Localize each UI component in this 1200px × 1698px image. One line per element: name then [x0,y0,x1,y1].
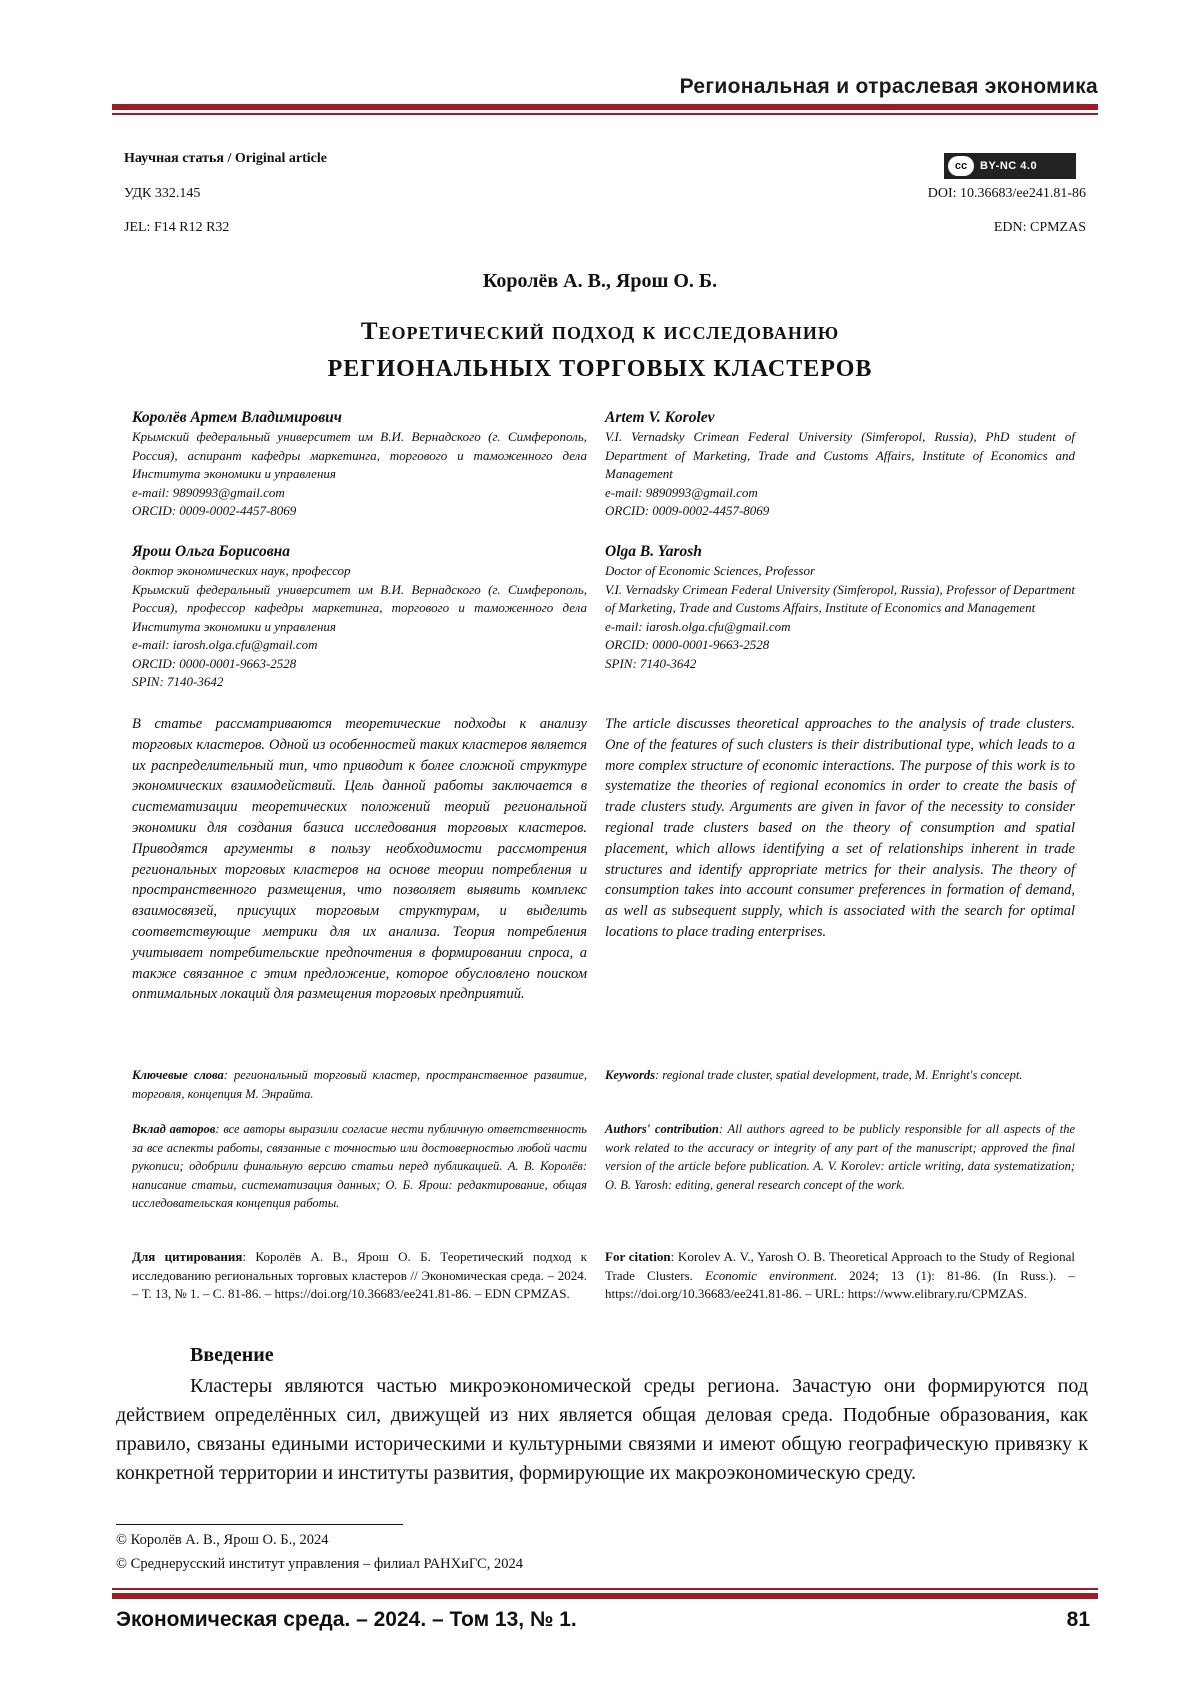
en-abstract: The article discusses theoretical approaches to the analysis of trade clusters. One of the features of such clusters is their distributional type, which leads to a more complex structure of economic interactions. The purpose of this work is to systematize the theories of regional economics in order to create the basis of trade clusters study. Arguments are given in favor of the necessity to consider regional trade clusters based on the theory of consumption and spatial placement, which allows identifying a set of relationships inherent in trade structures and identify appropriate metrics for their analysis. The theory of consumption takes into account consumer preferences in formation of demand, as well as subsequent supply, which is associated with the search for optimal locations to place trading enterprises. [605,716,1075,940]
ru-contribution [132,1120,587,1213]
en-citation-journal: Economic environment [705,1267,834,1283]
en-keywords-text: : regional trade cluster, spatial development, trade, M. Enright's concept. [655,1068,1023,1082]
copyright-authors: © Королёв А. В., Ярош О. Б., 2024 [116,1532,329,1548]
en-citation [605,1248,1075,1304]
en-keywords-label: Keywords [605,1068,655,1082]
en-author2 [605,542,1075,673]
en-citation-text-a: : Korolev A. V., Yarosh O. B. Theoretical Approach to the Study of Regional Trade Clusters. [605,1249,1076,1283]
ru-keywords [132,1066,587,1103]
authors-line: Королёв А. В., Ярош О. Б. [482,270,718,292]
en-keywords [605,1066,1075,1085]
ru-author2 [132,542,587,692]
article-title-line2: РЕГИОНАЛЬНЫХ ТОРГОВЫХ КЛАСТЕРОВ [327,356,873,382]
ru-contribution-text: : все авторы выразили согласие нести публичную ответственность за все аспекты работы, связанные с точностью или достоверностью любой части рукописи; одобрили финальную версию статьи перед публикацией. А. В. Королёв: написание статьи, систематизация данных; О. Б. Ярош: редактирование, общая исследовательская концепция работы. [132,1122,587,1210]
ru-author1 [132,408,587,521]
running-header: Региональная и отраслевая экономика [679,75,1098,98]
ru-author2-email: e-mail: iarosh.olga.cfu@gmail.com [132,637,318,652]
ru-citation [132,1248,587,1304]
ru-author2-name: Ярош Ольга Борисовна [132,543,291,560]
en-author1-affiliation: V.I. Vernadsky Crimean Federal University (Simferopol, Russia), PhD student of Department of Marketing, Trade and Customs Affairs, Institute of Economics and Management [605,429,1075,481]
ru-author1-orcid: ORCID: 0009-0002-4457-8069 [132,503,297,518]
article-title-line1: Теоретический подход к исследованию [360,318,840,345]
en-citation-text-b: . 2024; 13 (1): 81-86. (In Russ.). – https://doi.org/10.36683/ee241.81-86. – URL: https://www.elibrary.ru/CPMZAS. [605,1267,1075,1301]
edn: EDN: CPMZAS [993,220,1086,235]
header-rule-thick [112,104,1098,110]
license-label: BY-NC 4.0 [980,160,1038,172]
footer-rule-thick [112,1593,1098,1599]
ru-author2-affiliation: Крымский федеральный университет им В.И. Вернадского (г. Симферополь, Россия), профессор кафедры маркетинга, торгового и таможенного дела Института экономики и управления [132,581,587,634]
en-author2-email: e-mail: iarosh.olga.cfu@gmail.com [605,618,791,634]
ru-author2-degree: доктор экономических наук, профессор [132,563,351,578]
ru-keywords-label: Ключевые слова [132,1068,224,1082]
en-contribution-label: Authors' contribution [605,1122,719,1136]
article-type: Научная статья / Original article [124,151,327,166]
license-badge[interactable] [944,153,1076,179]
ru-contribution-label: Вклад авторов [132,1122,216,1136]
header-rule-thin [112,113,1098,115]
udc: УДК 332.145 [124,186,201,201]
footnote-rule [116,1524,403,1525]
en-author1-orcid: ORCID: 0009-0002-4457-8069 [605,503,770,518]
ru-abstract: В статье рассматриваются теоретические подходы к анализу торговых кластеров. Одной из особенностей таких кластеров является их распределительный тип, что приводит к более сложной структуре экономических взаимодействий. Цель данной работы заключается в систематизации теоретических положений теорий региональной экономики для создания базиса исследования торговых кластеров. Приводятся аргументы в пользу необходимости рассмотрения региональных торговых кластеров на основе теории потребления и пространственного размещения, что позволяет выявить комплекс взаимосвязей, присущих торговым структурам, и выделить соответствующие метрики для их анализа. Теория потребления учитывает потребительские предпочтения в формировании спроса, а также связанное с этим предложение, которое обусловлено поиском оптимальных локаций для размещения торговых предприятий. [132,716,587,1003]
en-citation-label: For citation [605,1249,671,1264]
ru-author2-spin: SPIN: 7140-3642 [132,674,224,689]
footer-journal: Экономическая среда. – 2024. – Том 13, № 1. [116,1608,577,1631]
en-author1-name: Artem V. Korolev [605,409,715,426]
en-contribution-text: : All authors agreed to be publicly responsible for all aspects of the work related to the accuracy or integrity of any part of the manuscript; approved the final version of the article before publication. A. V. Korolev: article writing, data systematization; O. B. Yarosh: editing, general research concept of the work. [605,1122,1076,1192]
ru-author1-affiliation: Крымский федеральный университет им В.И. Вернадского (г. Симферополь, Россия), аспирант кафедры маркетинга, торгового и таможенного дела Института экономики и управления [132,429,587,481]
intro-paragraph: Кластеры являются частью микроэкономической среды региона. Зачастую они формируются под действием определённых сил, движущей из них является общая деловая среда. Подобные образования, как правило, связаны едиными историческими и культурными связями и имеют общую географическую привязку к конкретной территории и институты развития, формирующие их макроэкономическую среду. [116,1375,1088,1484]
en-author2-degree: Doctor of Economic Sciences, Professor [605,563,815,578]
page-number: 81 [1066,1608,1090,1631]
ru-citation-label: Для цитирования [132,1249,243,1264]
ru-author2-orcid: ORCID: 0000-0001-9663-2528 [132,655,297,671]
en-author2-spin: SPIN: 7140-3642 [605,655,697,671]
en-author1 [605,408,1075,521]
ru-keywords-text: : региональный торговый кластер, пространственное развитие, торговля, концепция М. Энрайта. [132,1068,587,1101]
en-contribution [605,1120,1075,1194]
copyright-institute: © Среднерусский институт управления – филиал РАНХиГС, 2024 [116,1556,523,1572]
footer-rule-thin [112,1588,1098,1590]
en-author2-name: Olga B. Yarosh [605,543,702,560]
jel: JEL: F14 R12 R32 [124,220,230,235]
en-author2-orcid: ORCID: 0000-0001-9663-2528 [605,637,770,652]
doi[interactable]: DOI: 10.36683/ee241.81-86 [927,186,1086,201]
intro-heading: Введение [190,1344,274,1366]
en-author1-email: e-mail: 9890993@gmail.com [605,484,758,500]
ru-author1-name: Королёв Артем Владимирович [132,409,342,426]
ru-citation-text: : Королёв А. В., Ярош О. Б. Теоретический подход к исследованию региональных торговых кластеров // Экономическая среда. – 2024. – Т. 13, № 1. – С. 81-86. – https://doi.org/10.36683/ee241.81-86. – EDN CPMZAS. [132,1249,588,1301]
ru-author1-email: e-mail: 9890993@gmail.com [132,484,285,500]
en-author2-affiliation: V.I. Vernadsky Crimean Federal University (Simferopol, Russia), Professor of Department of Marketing, Trade and Customs Affairs, Institute of Economics and Management [605,581,1075,615]
cc-icon: cc [948,156,974,176]
